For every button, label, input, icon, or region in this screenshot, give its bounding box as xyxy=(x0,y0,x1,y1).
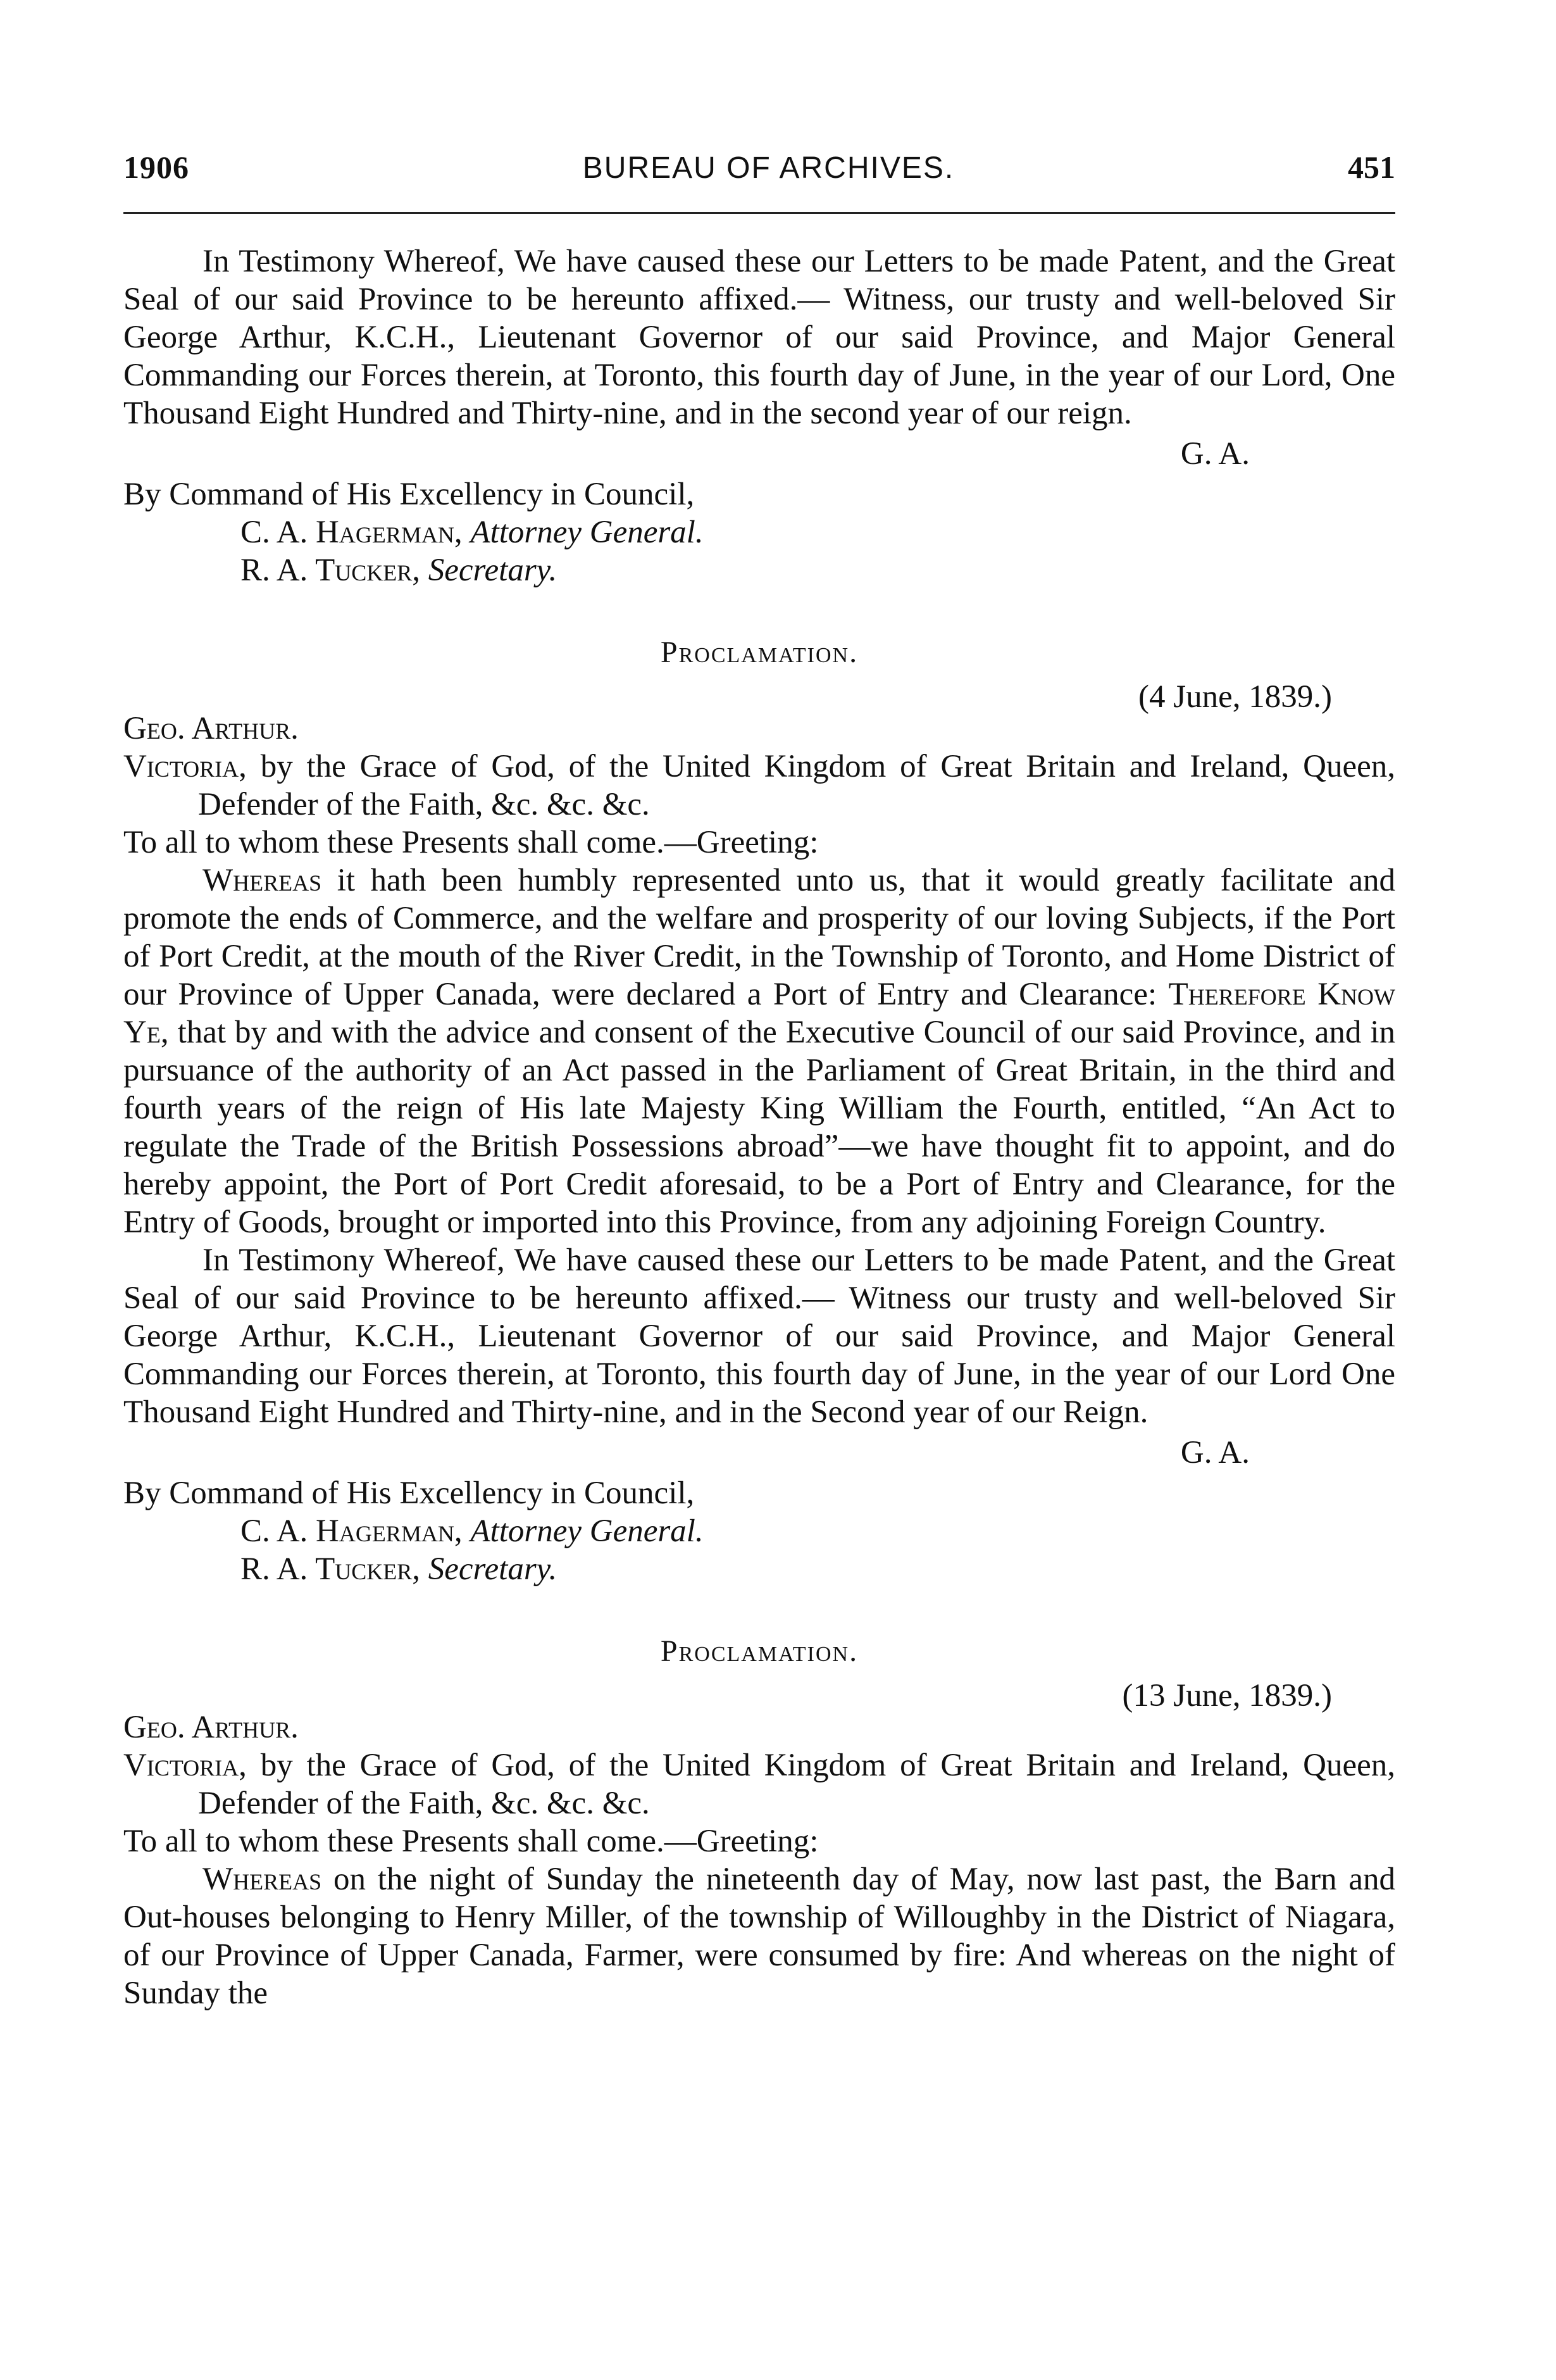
signatory-title: Secretary. xyxy=(428,553,557,588)
proclamation-heading: Proclamation. xyxy=(660,636,859,669)
signatory-name: R. A. Tucker, xyxy=(240,1551,421,1587)
proclamation-date: (13 June, 1839.) xyxy=(1122,1678,1332,1713)
proclamation-date: (4 June, 1839.) xyxy=(1138,679,1332,715)
governor-name: Geo. Arthur. xyxy=(123,1710,299,1745)
signatory-attorney-general xyxy=(123,513,1395,551)
victoria-title xyxy=(123,1746,1395,1822)
document-body xyxy=(123,242,1395,2012)
header-title: BUREAU OF ARCHIVES. xyxy=(582,151,955,185)
signatory-title: Secretary. xyxy=(428,1551,557,1587)
signatory-secretary xyxy=(123,551,1395,589)
victoria-title xyxy=(123,748,1395,824)
victoria-styling: by the Grace of God, of the United Kingdom of Great Britain and Ireland, Queen, Defender of the Faith, &c. &c. &c. xyxy=(198,1748,1395,1821)
signatory-secretary xyxy=(123,1550,1395,1588)
testimony-paragraph: In Testimony Whereof, We have caused these our Letters to be made Patent, and the Great Seal of our said Province to be hereunto affixed.— Witness, our trusty and well-beloved Sir George Arthur, K.C.H., Lieutenant Governor of our said Province, and Major General Commanding our Forces therein, at Toronto, this fourth day of June, in the year of our Lord, One Thousand Eight Hundred and Thirty-nine, and in the second year of our reign. xyxy=(123,244,1395,431)
whereas-word: Whereas xyxy=(202,863,322,898)
signatory-name: C. A. Hagerman, xyxy=(240,1513,463,1549)
therefore-text: that by and with the advice and consent of the Executive Council of our said Province, and in pursuance of the authority of an Act passed in the Parliament of Great Britain, in the third and fourth years of the reign of His late Majesty King William the Fourth, entitled, “An Act to regulate the Trade of the British Possessions abroad”—we have thought fit to appoint, and do hereby appoint, the Port of Port Credit aforesaid, to be a Port of Entry and Clearance, for the Entry of Goods, brought or imported into this Province, from any adjoining Foreign Country. xyxy=(123,1015,1395,1240)
signature-initials: G. A. xyxy=(1180,1435,1250,1470)
page-number: 451 xyxy=(1347,149,1395,185)
whereas-paragraph xyxy=(123,861,1395,1241)
whereas-text: it hath been humbly represented unto us, that it would greatly facilitate and promote the ends of Commerce, and the welfare and prosperity of our loving Subjects, if the Port of Port Credit, at the mouth of the River Credit, in the Township of Toronto, and Home District of our Province of Upper Canada, were declared a Port of Entry and Clearance: xyxy=(123,863,1395,1012)
header-rule xyxy=(123,212,1395,214)
testimony-paragraph: In Testimony Whereof, We have caused these our Letters to be made Patent, and the Great Seal of our said Province to be hereunto affixed.— Witness our trusty and well-beloved Sir George Arthur, K.C.H., Lieutenant Governor of our said Province, and Major General Commanding our Forces therein, at Toronto, this fourth day of June, in the year of our Lord One Thousand Eight Hundred and Thirty-nine, and in the Second year of our Reign. xyxy=(123,1243,1395,1430)
by-command-line: By Command of His Excellency in Council, xyxy=(123,1475,695,1511)
signatory-attorney-general xyxy=(123,1512,1395,1550)
signatory-title: Attorney General. xyxy=(470,515,704,550)
victoria-styling: by the Grace of God, of the United Kingdom of Great Britain and Ireland, Queen, Defender of the Faith, &c. &c. &c. xyxy=(198,749,1395,822)
victoria-name: Victoria, xyxy=(123,749,247,784)
by-command-line: B⁣⁣y Command of His Excellency in Council, xyxy=(123,477,695,512)
whereas-paragraph xyxy=(123,1860,1395,2012)
whereas-text: on the night of Sunday the nineteenth day of May, now last past, the Barn and Out-houses belonging to Henry Miller, of the township of Willoughby in the District of Niagara, of our Province of Upper Canada, Farmer, were consumed by fire: And whereas on the night of Sunday the xyxy=(123,1862,1396,2011)
greeting-line: To all to whom these Presents shall come.—Greeting: xyxy=(123,1824,819,1859)
document-page xyxy=(123,149,1395,2012)
signature-initials: G. A. xyxy=(1180,436,1250,472)
proclamation-heading: Proclamation. xyxy=(660,1634,859,1668)
signatory-title: Attorney General. xyxy=(470,1513,704,1549)
signatory-name: R. A. Tucker, xyxy=(240,553,421,588)
running-header xyxy=(123,149,1395,206)
victoria-name: Victoria, xyxy=(123,1748,247,1783)
signatory-name: C. A. Hagerman, xyxy=(240,515,463,550)
header-year: 1906 xyxy=(123,149,189,185)
therefore-words: Therefore Know Ye, xyxy=(123,977,1395,1050)
greeting-line: To all to whom these Presents shall come.—Greeting: xyxy=(123,825,819,860)
governor-name: Geo. Arthur. xyxy=(123,711,299,746)
whereas-word: Whereas xyxy=(202,1862,322,1897)
